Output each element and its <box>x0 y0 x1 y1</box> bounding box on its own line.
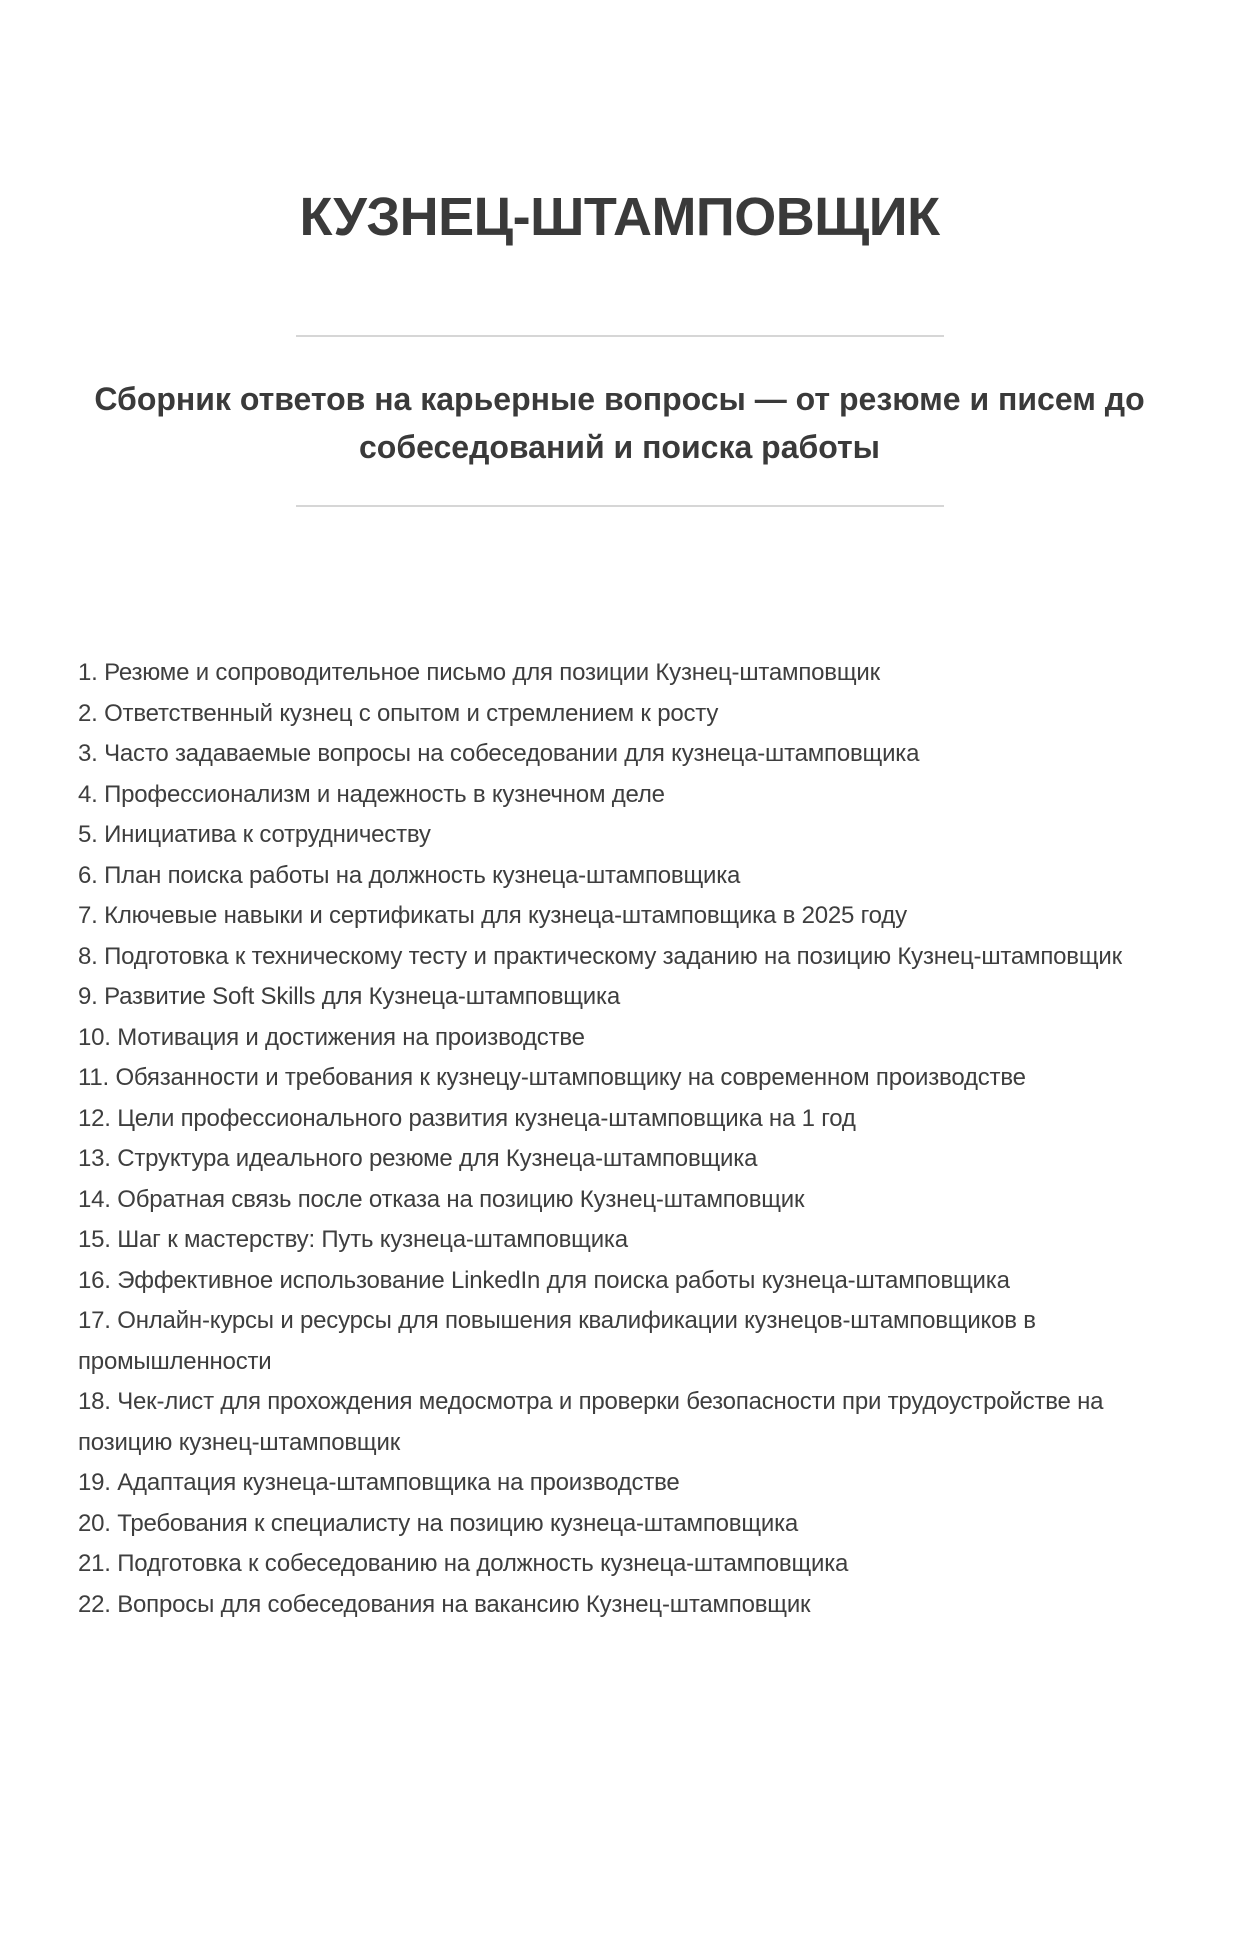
toc-item: 20. Требования к специалисту на позицию кузнеца-штамповщика <box>78 1509 799 1537</box>
divider-bottom <box>296 505 944 507</box>
toc-item: 11. Обязанности и требования к кузнецу-штамповщику на современном производстве <box>78 1064 1026 1092</box>
page-title: КУЗНЕЦ-ШТАМПОВЩИК <box>299 187 940 247</box>
toc-list <box>0 653 1239 1625</box>
toc-item: 2. Ответственный кузнец с опытом и стремлением к росту <box>78 699 719 727</box>
toc-item: 16. Эффективное использование LinkedIn для поиска работы кузнеца-штамповщика <box>78 1266 1010 1294</box>
page-subtitle: Сборник ответов на карьерные вопросы — от резюме и писем до собеседований и поиска работы <box>94 381 1145 466</box>
toc-item: 5. Инициатива к сотрудничеству <box>78 821 431 849</box>
toc-item: 17. Онлайн-курсы и ресурсы для повышения квалификации кузнецов-штамповщиков в промышленности <box>78 1307 1036 1375</box>
toc-item: 10. Мотивация и достижения на производстве <box>78 1023 585 1051</box>
toc-item: 3. Часто задаваемые вопросы на собеседовании для кузнеца-штамповщика <box>78 740 920 768</box>
toc-item: 21. Подготовка к собеседованию на должность кузнеца-штамповщика <box>78 1550 849 1578</box>
document-page <box>0 188 1239 1941</box>
divider-top <box>296 335 944 337</box>
toc-item: 7. Ключевые навыки и сертификаты для кузнеца-штамповщика в 2025 году <box>78 902 907 930</box>
toc-item: 8. Подготовка к техническому тесту и практическому заданию на позицию Кузнец-штамповщик <box>78 942 1122 970</box>
toc-item: 1. Резюме и сопроводительное письмо для позиции Кузнец-штамповщик <box>78 659 880 687</box>
toc-item: 18. Чек-лист для прохождения медосмотра и проверки безопасности при трудоустройстве на позицию кузнец-штамповщик <box>78 1388 1104 1456</box>
toc-item: 12. Цели профессионального развития кузнеца-штамповщика на 1 год <box>78 1104 856 1132</box>
toc-item: 9. Развитие Soft Skills для Кузнеца-штамповщика <box>78 983 620 1011</box>
toc-item: 22. Вопросы для собеседования на вакансию Кузнец-штамповщик <box>78 1590 811 1618</box>
toc-item: 15. Шаг к мастерству: Путь кузнеца-штамповщика <box>78 1226 628 1254</box>
toc-item: 13. Структура идеального резюме для Кузнеца-штамповщика <box>78 1145 758 1173</box>
toc-item: 19. Адаптация кузнеца-штамповщика на производстве <box>78 1469 680 1497</box>
toc-item: 4. Профессионализм и надежность в кузнечном деле <box>78 780 665 808</box>
toc-item: 14. Обратная связь после отказа на позицию Кузнец-штамповщик <box>78 1185 805 1213</box>
toc-item: 6. План поиска работы на должность кузнеца-штамповщика <box>78 861 741 889</box>
